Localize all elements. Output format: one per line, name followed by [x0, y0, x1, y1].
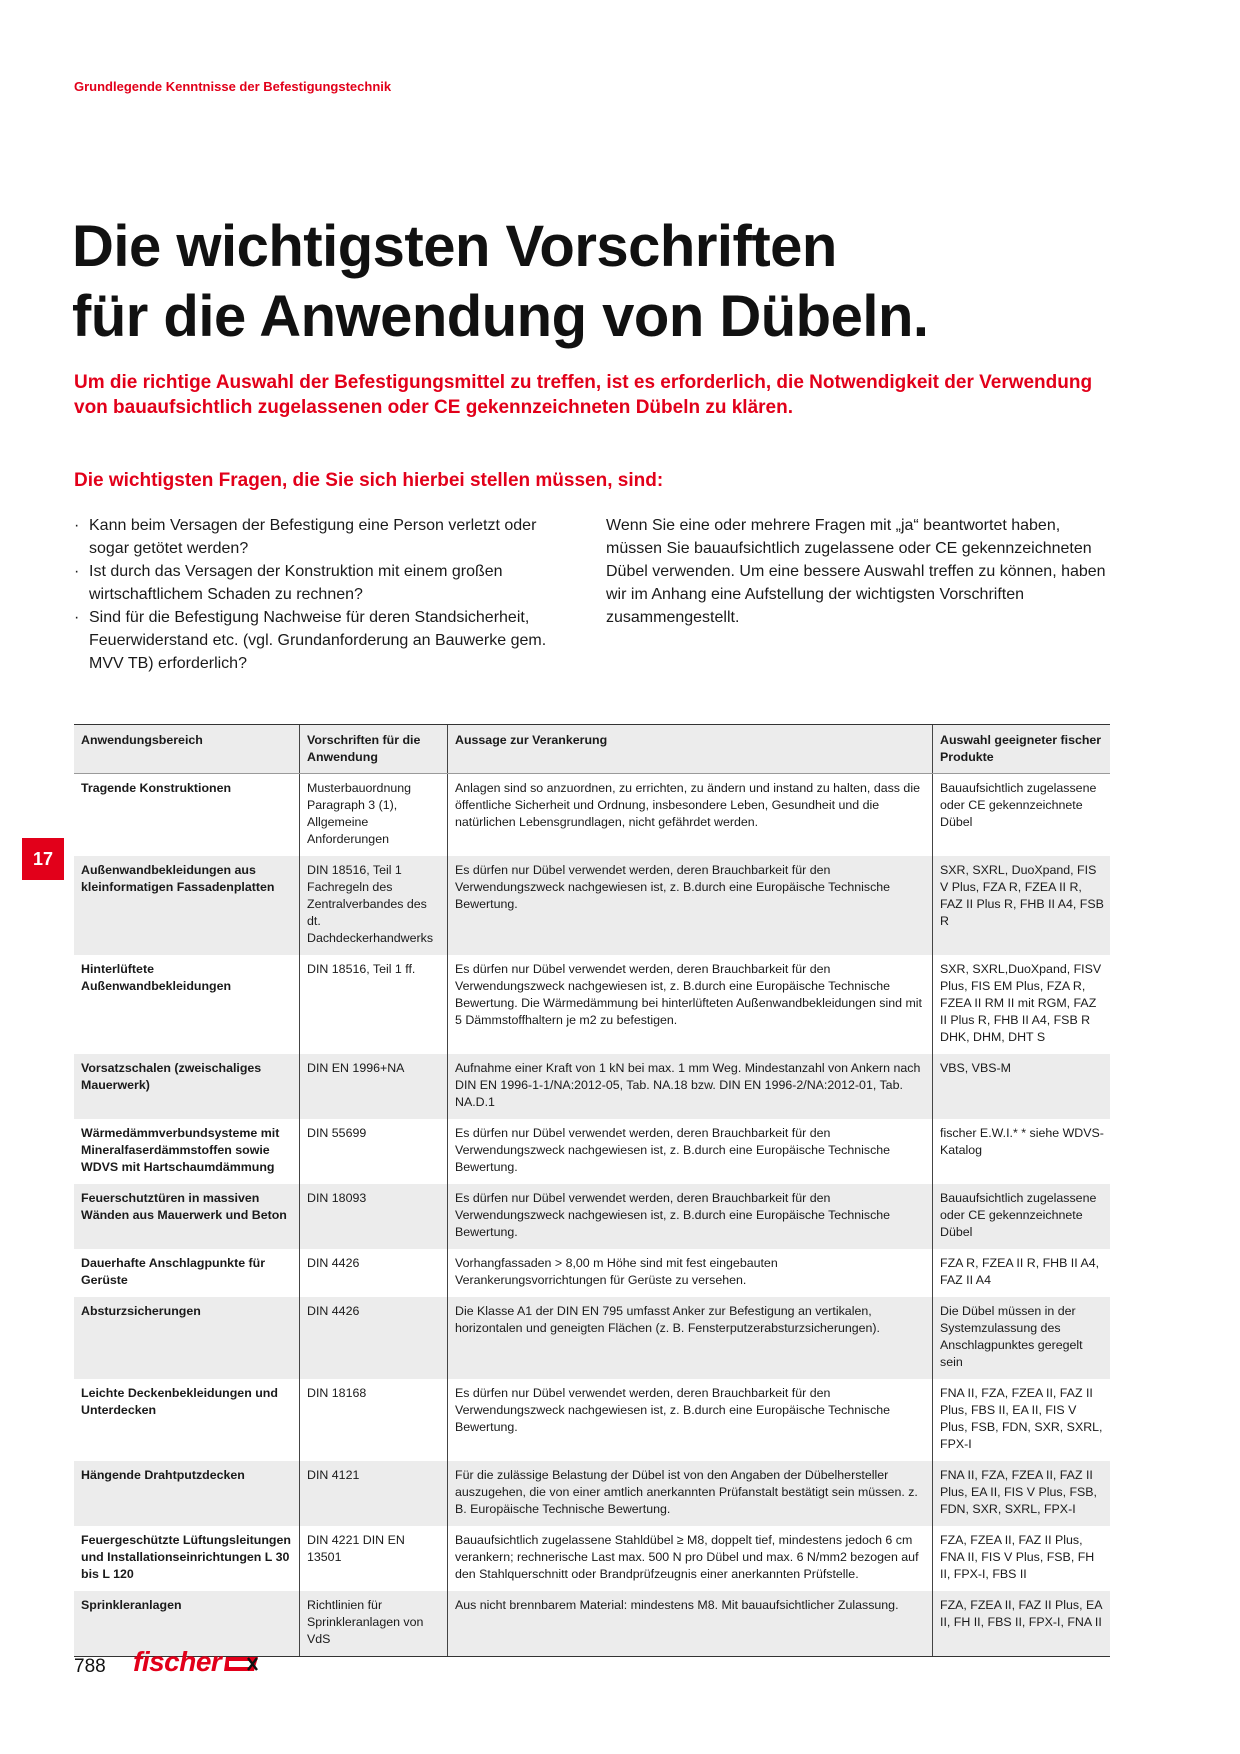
- column-header: Aussage zur Verankerung: [447, 725, 932, 773]
- table-cell: DIN 18093: [299, 1184, 447, 1249]
- table-cell: DIN 4121: [299, 1461, 447, 1526]
- table-cell: Wärmedämmverbundsysteme mit Mineralfaserdämmstoffen sowie WDVS mit Hartschaumdämmung: [81, 1126, 280, 1174]
- table-row: [74, 856, 1110, 955]
- table-cell: DIN 18168: [299, 1379, 447, 1461]
- question-item: · Ist durch das Versagen der Konstruktion mit einem großen wirtschaftlichem Schaden zu rechnen?: [74, 560, 574, 606]
- table-cell: Es dürfen nur Dübel verwendet werden, deren Brauchbarkeit für den Verwendungszweck nachgewiesen ist, z. B.durch eine Europäische Technische Bewertung. Die Wärmedämmung bei hinterlüfteten Außenwandbekleidungen sind mit 5 Dämmstoffhaltern je m2 zu befestigen.: [447, 955, 932, 1054]
- page-title-line-2: für die Anwendung von Dübeln.: [72, 284, 929, 349]
- table-cell: DIN 4426: [299, 1297, 447, 1379]
- table-cell: Bauaufsichtlich zugelassene oder CE gekennzeichnete Dübel: [932, 774, 1110, 856]
- table-cell: Außenwandbekleidungen aus kleinformatigen Fassadenplatten: [81, 863, 275, 894]
- table-cell: FNA II, FZA, FZEA II, FAZ II Plus, EA II, FIS V Plus, FSB, FDN, SXR, SXRL, FPX-I: [932, 1461, 1110, 1526]
- table-cell: Es dürfen nur Dübel verwendet werden, deren Brauchbarkeit für den Verwendungszweck nachgewiesen ist, z. B.durch eine Europäische Technische Bewertung.: [447, 856, 932, 955]
- table-cell: Vorsatzschalen (zweischaliges Mauerwerk): [81, 1061, 262, 1092]
- regulations-table: [74, 724, 1110, 1657]
- table-cell: Tragende Konstruktionen: [81, 781, 232, 795]
- table-cell: Hängende Drahtputzdecken: [81, 1468, 245, 1482]
- table-cell: Die Klasse A1 der DIN EN 795 umfasst Anker zur Befestigung an vertikalen, horizontalen und geneigten Flächen (z. B. Fensterputzerabsturzsicherungen).: [447, 1297, 932, 1379]
- table-cell: DIN 18516, Teil 1 Fachregeln des Zentralverbandes des dt. Dachdeckerhandwerks: [299, 856, 447, 955]
- table-row: [74, 1184, 1110, 1249]
- table-row: [74, 1297, 1110, 1379]
- brand-mark-icon: [224, 1655, 260, 1673]
- table-cell: Aufnahme einer Kraft von 1 kN bei max. 1 mm Weg. Mindestanzahl von Ankern nach DIN EN 1996-1-1/NA:2012-05, Tab. NA.18 bzw. DIN EN 1996-2/NA:2012-01, Tab. NA.D.1: [447, 1054, 932, 1119]
- table-cell: Es dürfen nur Dübel verwendet werden, deren Brauchbarkeit für den Verwendungszweck nachgewiesen ist, z. B.durch eine Europäische Technische Bewertung.: [447, 1379, 932, 1461]
- table-cell: Leichte Deckenbekleidungen und Unterdecken: [81, 1386, 278, 1417]
- table-row: [74, 774, 1110, 856]
- table-cell: Vorhangfassaden > 8,00 m Höhe sind mit fest eingebauten Verankerungsvorrichtungen für Gerüste zu versehen.: [447, 1249, 932, 1297]
- table-cell: DIN 4426: [299, 1249, 447, 1297]
- table-cell: Absturzsicherungen: [81, 1304, 201, 1318]
- table-cell: Aus nicht brennbarem Material: mindestens M8. Mit bauaufsichtlicher Zulassung.: [447, 1591, 932, 1656]
- table-cell: FZA, FZEA II, FAZ II Plus, FNA II, FIS V Plus, FSB, FH II, FPX-I, FBS II: [932, 1526, 1110, 1591]
- page-title-line-1: Die wichtigsten Vorschriften: [72, 214, 837, 279]
- table-cell: Bauaufsichtlich zugelassene Stahldübel ≥ M8, doppelt tief, mindestens jedoch 6 cm verankern; rechnerische Last max. 500 N pro Dübel und max. 6 N/mm2 bezogen auf den Stahlquerschnitt oder Brandprüfzeugnis einer anerkannten Prüfstelle.: [447, 1526, 932, 1591]
- table-cell: Richtlinien für Sprinkleranlagen von VdS: [299, 1591, 447, 1656]
- running-head: Grundlegende Kenntnisse der Befestigungstechnik: [74, 79, 392, 94]
- table-cell: SXR, SXRL, DuoXpand, FIS V Plus, FZA R, FZEA II R, FAZ II Plus R, FHB II A4, FSB R: [932, 856, 1110, 955]
- column-header: Vorschriften für die Anwendung: [299, 725, 447, 773]
- table-row: [74, 1526, 1110, 1591]
- table-cell: Bauaufsichtlich zugelassene oder CE gekennzeichnete Dübel: [932, 1184, 1110, 1249]
- table-cell: Musterbauordnung Paragraph 3 (1), Allgemeine Anforderungen: [299, 774, 447, 856]
- table-cell: Für die zulässige Belastung der Dübel ist von den Angaben der Dübelhersteller auszugehen, die von einer amtlich anerkannten Prüfanstalt bestätigt sein müssen. z. B. Europäische Technische Bewertung.: [447, 1461, 932, 1526]
- page-title: [72, 212, 1172, 352]
- questions-heading: Die wichtigsten Fragen, die Sie sich hierbei stellen müssen, sind:: [74, 470, 664, 491]
- table-row: [74, 1249, 1110, 1297]
- table-cell: Es dürfen nur Dübel verwendet werden, deren Brauchbarkeit für den Verwendungszweck nachgewiesen ist, z. B.durch eine Europäische Technische Bewertung.: [447, 1184, 932, 1249]
- table-row: [74, 1054, 1110, 1119]
- table-body: [74, 774, 1110, 1656]
- table-cell: DIN 4221 DIN EN 13501: [299, 1526, 447, 1591]
- table-cell: DIN EN 1996+NA: [299, 1054, 447, 1119]
- fischer-logo: [133, 1646, 260, 1678]
- table-cell: VBS, VBS-M: [932, 1054, 1110, 1119]
- table-cell: Feuerschutztüren in massiven Wänden aus Mauerwerk und Beton: [81, 1191, 287, 1222]
- table-cell: Hinterlüftete Außenwandbekleidungen: [81, 962, 232, 993]
- table-cell: fischer E.W.I.* * siehe WDVS-Katalog: [932, 1119, 1110, 1184]
- question-item: · Sind für die Befestigung Nachweise für deren Standsicherheit, Feuerwiderstand etc. (vgl. Grundanforderung an Bauwerke gem. MVV TB) erforderlich?: [74, 606, 574, 675]
- column-header: Auswahl geeigneter fischer Produkte: [932, 725, 1110, 773]
- table-row: [74, 1461, 1110, 1526]
- questions-list: [74, 514, 574, 675]
- table-cell: FZA R, FZEA II R, FHB II A4, FAZ II A4: [932, 1249, 1110, 1297]
- page-number: 788: [74, 1656, 106, 1677]
- table-cell: Anlagen sind so anzuordnen, zu errichten, zu ändern und instand zu halten, dass die öffentliche Sicherheit und Ordnung, insbesondere Leben, Gesundheit und die natürlichen Lebensgrundlagen, nicht gefährdet werden.: [447, 774, 932, 856]
- column-header: Anwendungsbereich: [81, 733, 203, 747]
- advice-paragraph: Wenn Sie eine oder mehrere Fragen mit „ja“ beantwortet haben, müssen Sie bauaufsichtlich zugelassene oder CE gekennzeichneten Dübel verwenden. Um eine bessere Auswahl treffen zu können, haben wir im Anhang eine Aufstellung der wichtigsten Vorschriften zusammengestellt.: [606, 517, 1106, 626]
- table-cell: SXR, SXRL,DuoXpand, FISV Plus, FIS EM Plus, FZA R, FZEA II RM II mit RGM, FAZ II Plus R, FHB II A4, FSB R DHK, DHM, DHT S: [932, 955, 1110, 1054]
- table-row: [74, 955, 1110, 1054]
- table-cell: Sprinkleranlagen: [81, 1598, 182, 1612]
- table-cell: Feuergeschützte Lüftungsleitungen und Installationseinrichtungen L 30 bis L 120: [81, 1533, 291, 1581]
- question-item: · Kann beim Versagen der Befestigung eine Person verletzt oder sogar getötet werden?: [74, 514, 574, 560]
- table-cell: Die Dübel müssen in der Systemzulassung des Anschlagpunktes geregelt sein: [932, 1297, 1110, 1379]
- table-header-row: [74, 725, 1110, 774]
- intro-paragraph: Um die richtige Auswahl der Befestigungsmittel zu treffen, ist es erforderlich, die Notwendigkeit der Verwendung von bauaufsichtlich zugelassenen oder CE gekennzeichneten Dübeln zu klären.: [74, 372, 1093, 418]
- brand-wordmark: fischer: [133, 1646, 222, 1677]
- table-row: [74, 1379, 1110, 1461]
- table-cell: FNA II, FZA, FZEA II, FAZ II Plus, FBS II, EA II, FIS V Plus, FSB, FDN, SXR, SXRL, FPX-I: [932, 1379, 1110, 1461]
- table-cell: Dauerhafte Anschlagpunkte für Gerüste: [81, 1256, 266, 1287]
- table-cell: Es dürfen nur Dübel verwendet werden, deren Brauchbarkeit für den Verwendungszweck nachgewiesen ist, z. B.durch eine Europäische Technische Bewertung.: [447, 1119, 932, 1184]
- table-cell: DIN 18516, Teil 1 ff.: [299, 955, 447, 1054]
- chapter-tab: 17: [22, 838, 64, 880]
- table-cell: FZA, FZEA II, FAZ II Plus, EA II, FH II, FBS II, FPX-I, FNA II: [932, 1591, 1110, 1656]
- table-row: [74, 1119, 1110, 1184]
- table-cell: DIN 55699: [299, 1119, 447, 1184]
